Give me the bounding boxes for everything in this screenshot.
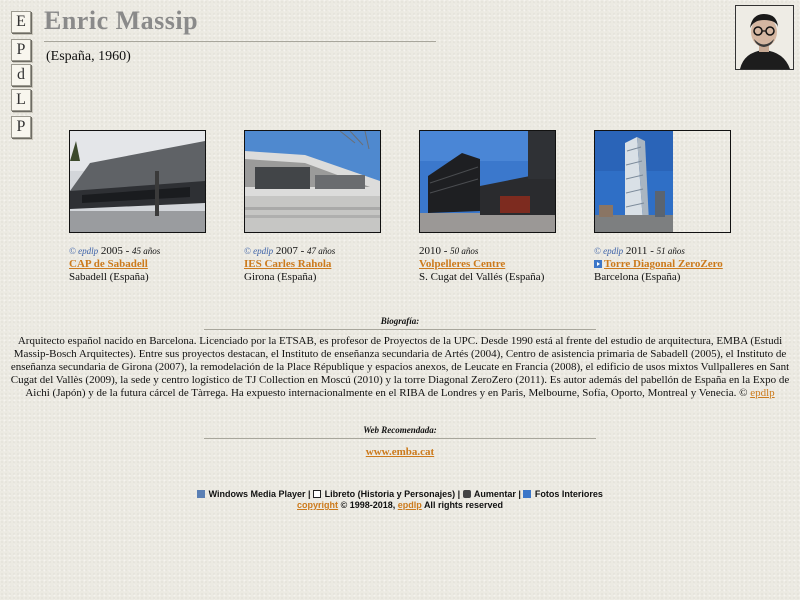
copyright-label: © epdlp xyxy=(594,246,624,256)
bio-divider xyxy=(204,329,596,330)
footer-link-fotos-interiores[interactable]: Fotos Interiores xyxy=(534,489,603,499)
thumb-volpelleres-centre[interactable] xyxy=(419,130,556,233)
thumb-cap-sabadell[interactable] xyxy=(69,130,206,233)
year-separator: - xyxy=(441,245,451,257)
person-portrait-icon xyxy=(736,6,793,69)
portrait-photo xyxy=(735,5,794,70)
year-separator: - xyxy=(297,245,308,257)
thumb-ies-carles-rahola[interactable] xyxy=(244,130,381,233)
bio-body: Arquitecto español nacido en Barcelona. Licenciado por la ETSAB, es profesor de Proyectos de la UPC. Desde 1990 está al frente del estudio de arquitectura, EMBA (Estudi Massip-Bosch Arquitectes). Entre sus proyectos destacan, el Instituto de enseñanza secundaria de Artés (2004), Centro de asistencia primaria de Sabadell (2005), el Instituto de enseñanza secundaria de Girona (2007), la remodelación de la Place République y espacios anexos, de Leucate en Francia (2008), el edificio de usos mixtos Vullpalleres en Sant Cugat del Vallès (2009), la sede y centro logístico de TJ Collection en Moscú (2010) y la torre Diagonal ZeroZero (2011). Es autor además del pabellón de España en la Expo de Aichi (Japón) y de la futura cárcel de Tàrrega. Ha expuesto internacionalmente en el RIBA de Londres y en Paris, Melbourne, Sofía, Oporto, Montreal y Venecia. xyxy=(10,335,790,399)
work-location: S. Cugat del Vallés (España) xyxy=(419,271,545,283)
nav-letter-d[interactable]: d xyxy=(11,64,31,86)
footer-links xyxy=(0,489,800,500)
book-icon xyxy=(313,490,321,498)
copyright-label: © epdlp xyxy=(69,246,99,256)
tower-photo-icon xyxy=(595,131,673,232)
footer-separator: | xyxy=(305,489,314,499)
work-link-ies-carles-rahola[interactable]: IES Carles Rahola xyxy=(244,258,332,270)
work-age: 45 años xyxy=(132,246,161,256)
work-card-torre-diagonal-zerozero xyxy=(594,245,769,284)
work-location: Barcelona (España) xyxy=(594,271,681,283)
video-play-icon[interactable] xyxy=(594,260,602,268)
footer-link-libreto[interactable]: Libreto (Historia y Personajes) xyxy=(324,489,456,499)
building-photo-icon xyxy=(70,131,205,232)
work-age: 51 años xyxy=(656,246,685,256)
nav-letter-p2[interactable]: P xyxy=(11,116,31,138)
year-separator: - xyxy=(122,245,133,257)
nav-letter-l[interactable]: L xyxy=(11,89,31,111)
bio-copyright-symbol: © xyxy=(739,387,748,399)
web-divider xyxy=(204,438,596,439)
footer-link-aumentar[interactable]: Aumentar xyxy=(473,489,516,499)
building-photo-icon xyxy=(245,131,380,232)
page-subtitle: (España, 1960) xyxy=(46,49,131,64)
thumb-torre-diagonal-zerozero[interactable] xyxy=(594,130,731,233)
speaker-icon xyxy=(197,490,205,498)
rights-text: All rights reserved xyxy=(423,500,503,510)
footer-copyright xyxy=(0,500,800,511)
work-card-volpelleres-centre xyxy=(419,245,594,284)
footer xyxy=(0,489,800,511)
video-icon xyxy=(523,490,531,498)
year-separator: - xyxy=(647,245,657,257)
footer-link-media-player[interactable]: Windows Media Player xyxy=(208,489,306,499)
work-age: 47 años xyxy=(307,246,336,256)
work-year: 2005 xyxy=(100,245,123,257)
footer-separator: | xyxy=(515,489,524,499)
bio-epdlp-link[interactable]: epdlp xyxy=(750,387,775,399)
footer-separator: | xyxy=(455,489,463,499)
web-link-emba[interactable]: www.emba.cat xyxy=(365,446,435,458)
work-location: Girona (España) xyxy=(244,271,317,283)
copyright-years: © 1998-2018, xyxy=(340,500,396,510)
copyright-link[interactable]: copyright xyxy=(297,500,339,510)
web-link-row xyxy=(0,446,800,458)
work-link-torre-diagonal-zerozero[interactable]: Torre Diagonal ZeroZero xyxy=(604,258,723,270)
work-location: Sabadell (España) xyxy=(69,271,149,283)
work-card-cap-sabadell xyxy=(69,245,244,284)
work-year: 2010 xyxy=(419,245,441,257)
page-title: Enric Massip xyxy=(44,6,199,35)
building-photo-icon xyxy=(420,131,555,232)
work-link-cap-sabadell[interactable]: CAP de Sabadell xyxy=(69,258,148,270)
web-heading: Web Recomendada: xyxy=(363,425,437,435)
title-divider xyxy=(44,41,436,42)
work-year: 2011 xyxy=(625,245,648,257)
copyright-label: © epdlp xyxy=(244,246,274,256)
nav-letter-p[interactable]: P xyxy=(11,39,31,61)
nav-letter-e[interactable]: E xyxy=(11,11,31,33)
bio-heading: Biografía: xyxy=(380,316,420,326)
work-card-ies-carles-rahola xyxy=(244,245,419,284)
work-year: 2007 xyxy=(275,245,298,257)
bio-text xyxy=(8,335,792,400)
work-link-volpelleres-centre[interactable]: Volpelleres Centre xyxy=(419,258,506,270)
footer-epdlp-link[interactable]: epdlp xyxy=(397,500,422,510)
camera-icon xyxy=(463,490,471,498)
work-age: 50 años xyxy=(450,246,479,256)
